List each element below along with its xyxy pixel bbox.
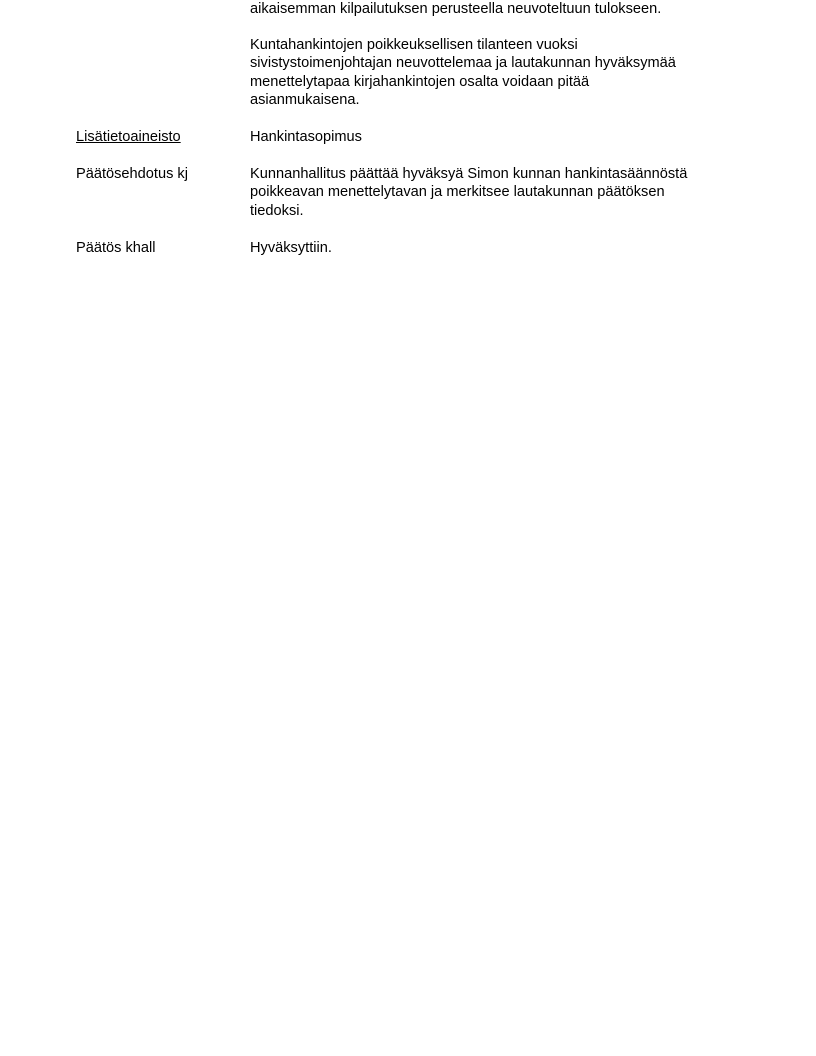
assessment-line-1: Kuntahankintojen poikkeuksellisen tilanteen vuoksi [250,37,578,53]
proposal-line-3: tiedoksi. [250,202,304,219]
continuation-paragraph [250,0,750,18]
assessment-line-4: asianmukaisena. [250,92,360,109]
decision-value: Hyväksyttiin. [250,240,332,256]
continuation-line: aikaisemman kilpailutuksen perusteella neuvoteltuun tulokseen. [250,1,662,17]
proposal-line-2: poikkeavan menettelytavan ja merkitsee lautakunnan päätöksen [250,184,665,201]
proposal-line-1: Kunnanhallitus päättää hyväksyä Simon kunnan hankintasäännöstä [250,166,688,182]
assessment-paragraph [250,36,750,110]
attachments-value: Hankintasopimus [250,129,362,145]
attachments-label: Lisätietoaineisto [76,129,181,145]
decision-label: Päätös khall [76,240,156,256]
assessment-line-3: menettelytapaa kirjahankintojen osalta voidaan pitää [250,73,590,90]
assessment-line-2: sivistystoimenjohtajan neuvottelemaa ja lautakunnan hyväksymää [250,55,676,72]
proposal-label: Päätösehdotus kj [76,166,188,182]
proposal-paragraph [250,165,750,220]
